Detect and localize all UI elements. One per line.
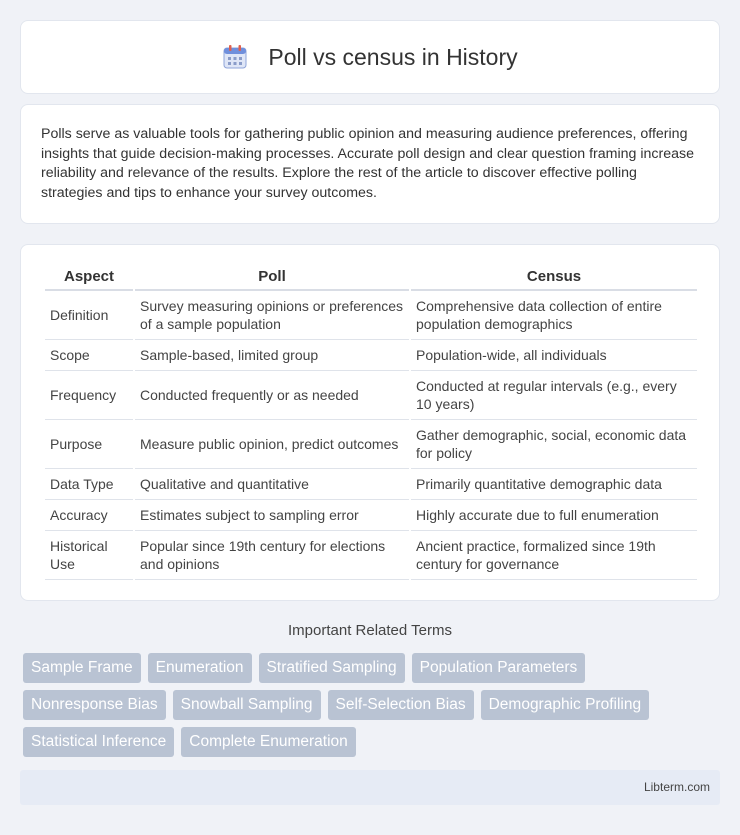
row-census: Comprehensive data collection of entire population demographics xyxy=(411,291,697,340)
related-term-tag[interactable]: Complete Enumeration xyxy=(181,727,356,757)
row-census: Conducted at regular intervals (e.g., every 10 years) xyxy=(411,371,697,420)
row-poll: Measure public opinion, predict outcomes xyxy=(135,420,409,469)
row-poll: Survey measuring opinions or preferences of a sample population xyxy=(135,291,409,340)
footer xyxy=(20,770,720,805)
related-terms-title: Important Related Terms xyxy=(288,622,452,639)
table-row xyxy=(45,340,697,371)
footer-brand-link[interactable]: Libterm.com xyxy=(643,780,710,794)
related-term-tag[interactable]: Nonresponse Bias xyxy=(23,690,166,720)
table-row xyxy=(45,469,697,500)
intro-text: Polls serve as valuable tools for gathering public opinion and measuring audience preferences, offering insights that guide decision-making processes. Accurate poll design and clear question framing increase reliability and relevance of the results. Explore the rest of the article to discover effective polling strategies and tips to enhance your survey outcomes. xyxy=(41,126,694,201)
related-term-tag[interactable]: Demographic Profiling xyxy=(481,690,650,720)
row-census: Highly accurate due to full enumeration xyxy=(411,500,697,531)
header-census: Census xyxy=(411,265,697,291)
related-term-tag[interactable]: Enumeration xyxy=(148,653,252,683)
related-term-tag[interactable]: Stratified Sampling xyxy=(259,653,405,683)
row-aspect: Historical Use xyxy=(45,531,133,580)
row-poll: Qualitative and quantitative xyxy=(135,469,409,500)
related-term-tag[interactable]: Self-Selection Bias xyxy=(328,690,474,720)
row-aspect: Scope xyxy=(45,340,133,371)
table-row xyxy=(45,371,697,420)
related-term-tag[interactable]: Population Parameters xyxy=(412,653,586,683)
intro-card xyxy=(20,104,720,224)
related-terms-list xyxy=(23,653,723,757)
page-title: Poll vs census in History xyxy=(268,43,518,70)
row-aspect: Data Type xyxy=(45,469,133,500)
row-census: Gather demographic, social, economic data for policy xyxy=(411,420,697,469)
table-header-row xyxy=(45,265,697,291)
related-term-tag[interactable]: Snowball Sampling xyxy=(173,690,321,720)
calendar-icon xyxy=(222,44,248,70)
related-term-tag[interactable]: Sample Frame xyxy=(23,653,141,683)
table-row xyxy=(45,531,697,580)
row-aspect: Accuracy xyxy=(45,500,133,531)
comparison-table xyxy=(43,265,699,580)
row-aspect: Purpose xyxy=(45,420,133,469)
row-poll: Popular since 19th century for elections and opinions xyxy=(135,531,409,580)
comparison-table-card xyxy=(20,244,720,601)
table-row xyxy=(45,291,697,340)
row-poll: Sample-based, limited group xyxy=(135,340,409,371)
row-poll: Conducted frequently or as needed xyxy=(135,371,409,420)
row-census: Ancient practice, formalized since 19th century for governance xyxy=(411,531,697,580)
header-aspect: Aspect xyxy=(45,265,133,291)
table-row xyxy=(45,500,697,531)
row-census: Primarily quantitative demographic data xyxy=(411,469,697,500)
row-aspect: Definition xyxy=(45,291,133,340)
related-term-tag[interactable]: Statistical Inference xyxy=(23,727,174,757)
row-poll: Estimates subject to sampling error xyxy=(135,500,409,531)
header-card xyxy=(20,20,720,94)
row-aspect: Frequency xyxy=(45,371,133,420)
header-poll: Poll xyxy=(135,265,409,291)
row-census: Population-wide, all individuals xyxy=(411,340,697,371)
table-row xyxy=(45,420,697,469)
